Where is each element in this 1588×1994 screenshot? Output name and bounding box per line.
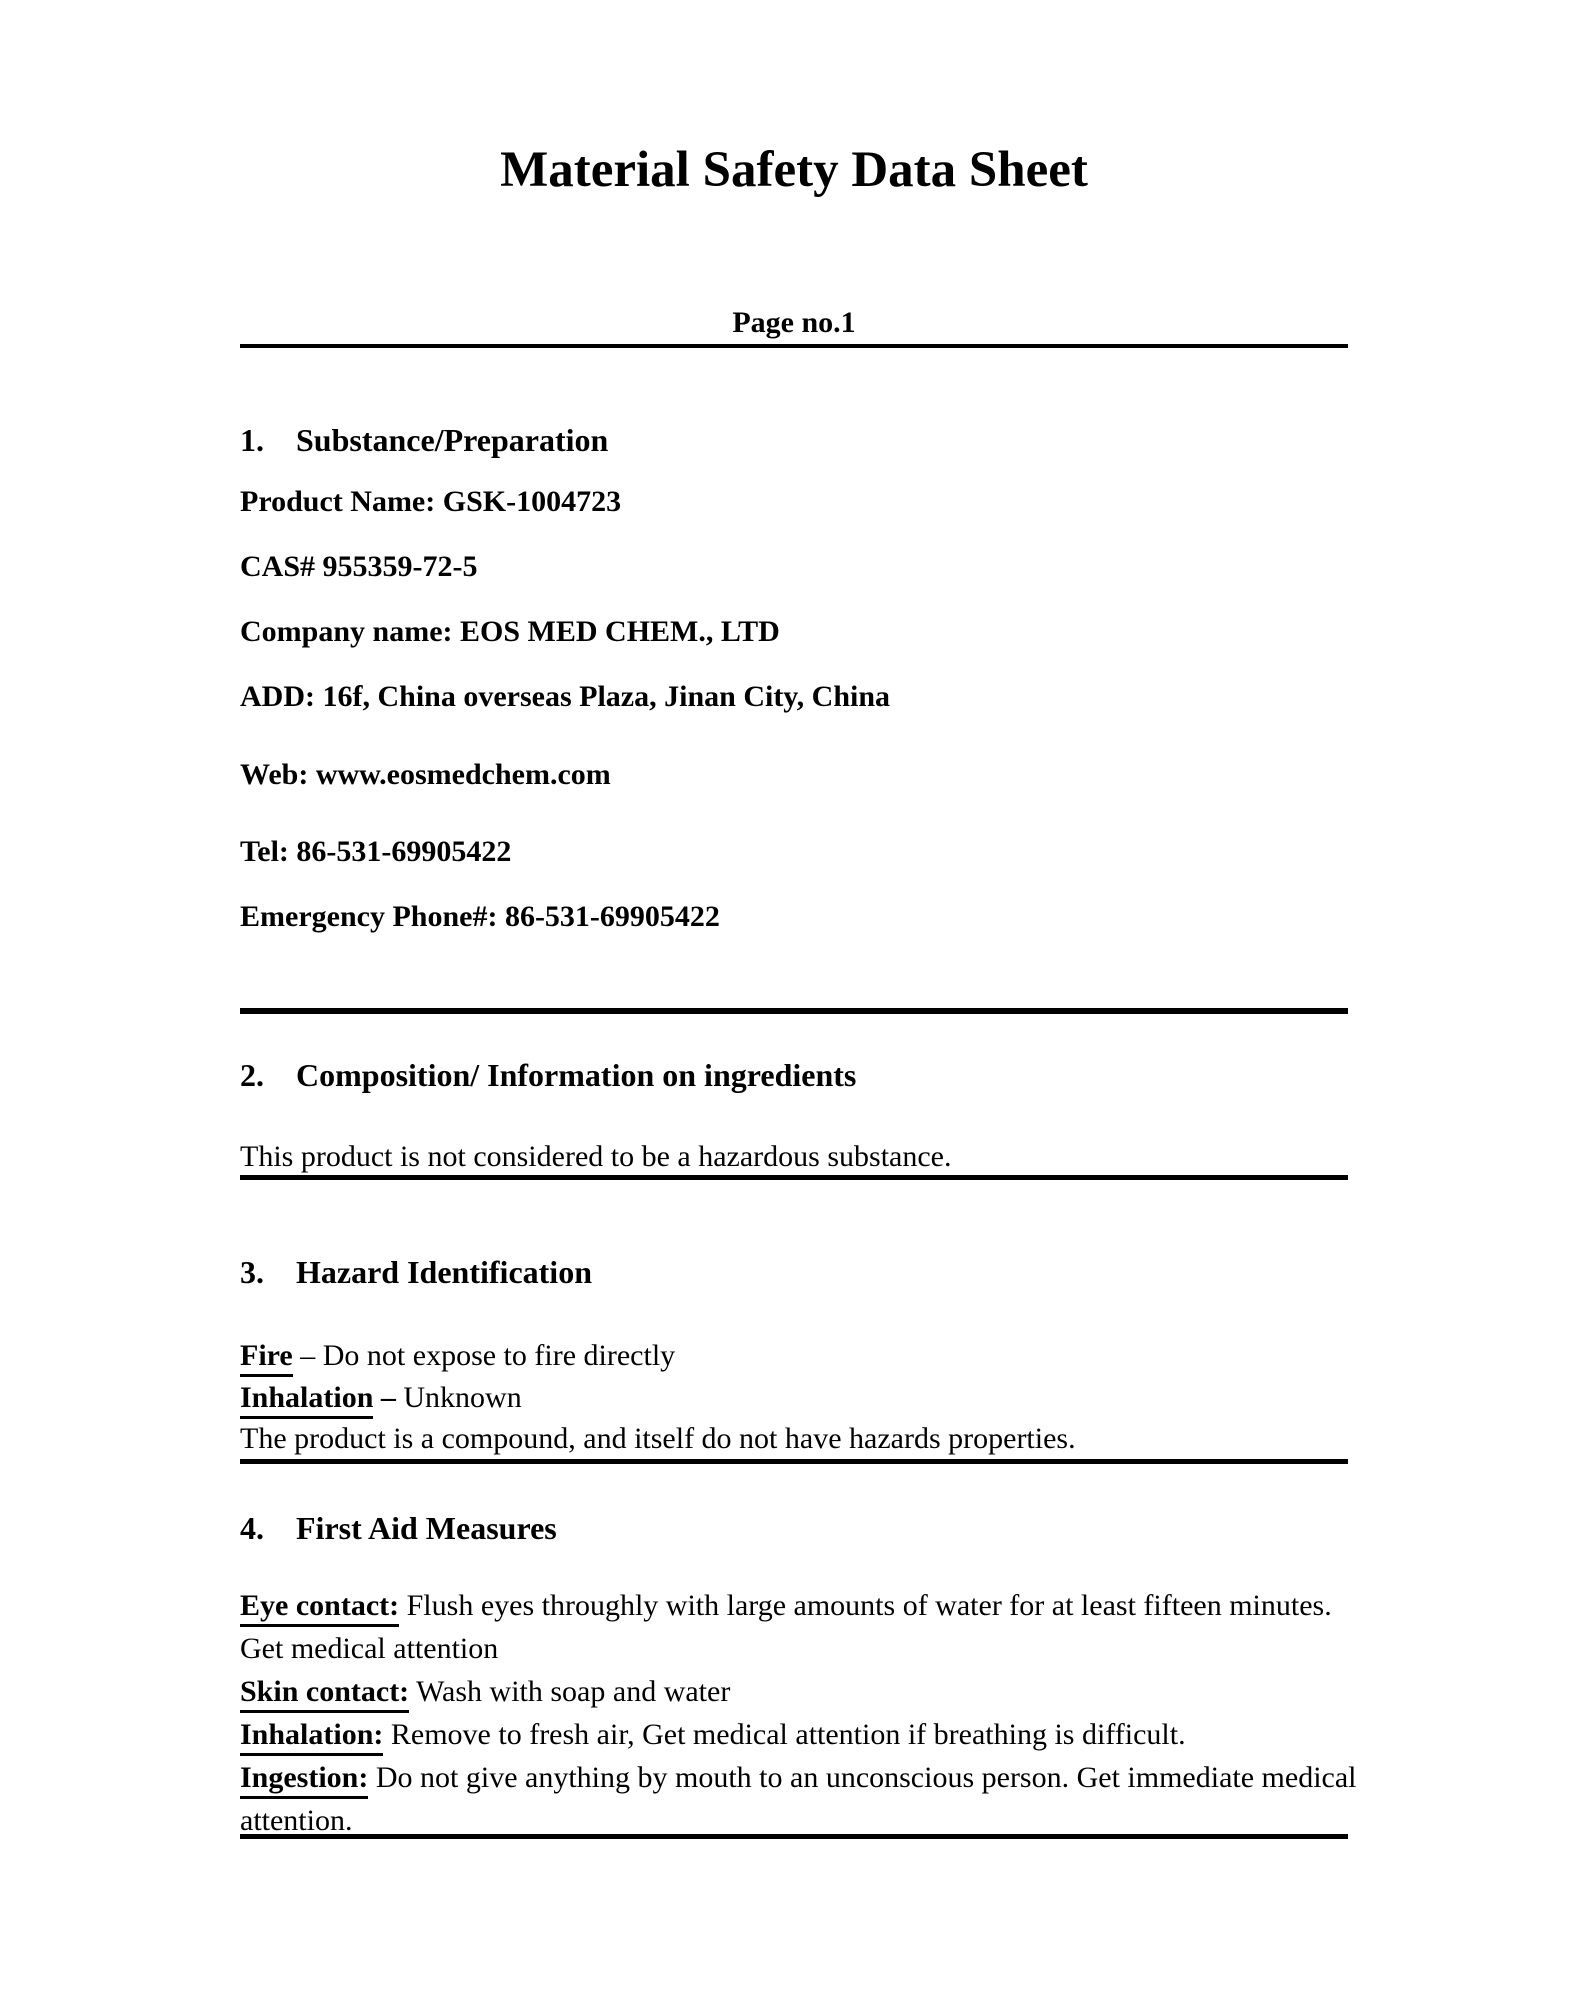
address-line: ADD: 16f, China overseas Plaza, Jinan City, China: [240, 680, 891, 713]
ingestion-line: [240, 1756, 1357, 1799]
section-1-heading: [240, 420, 1348, 460]
section-2-heading: [240, 1055, 1348, 1095]
section-4-divider: [240, 1834, 1348, 1839]
skin-contact-text: Wash with soap and water: [409, 1675, 731, 1708]
company-name-line: Company name: EOS MED CHEM., LTD: [240, 615, 780, 648]
section-4-number: 4.: [240, 1510, 264, 1546]
section-3-divider: [240, 1459, 1348, 1464]
inhalation-firstaid-line: [240, 1713, 1348, 1756]
section-2-divider: [240, 1175, 1348, 1180]
inhalation-hazard-text: Unknown: [403, 1381, 522, 1414]
skin-contact-label: Skin contact:: [240, 1674, 409, 1713]
ingestion-text: Do not give anything by mouth to an unconscious person. Get immediate medical: [368, 1761, 1357, 1794]
inhalation-firstaid-text: Remove to fresh air, Get medical attention if breathing is difficult.: [383, 1718, 1186, 1751]
ingestion-continuation-line: attention.: [240, 1804, 353, 1837]
telephone-line: Tel: 86-531-69905422: [240, 835, 512, 868]
website-line: Web: www.eosmedchem.com: [240, 758, 611, 791]
document-title: Material Safety Data Sheet: [500, 142, 1088, 198]
product-name-line: Product Name: GSK-1004723: [240, 485, 622, 518]
inhalation-firstaid-label: Inhalation:: [240, 1717, 383, 1756]
inhalation-dash: –: [373, 1381, 404, 1414]
section-1-title: Substance/Preparation: [296, 422, 609, 458]
section-1-divider: [240, 1008, 1348, 1014]
inhalation-hazard-label: Inhalation: [240, 1380, 373, 1419]
section-3-number: 3.: [240, 1254, 264, 1290]
header-divider: [240, 344, 1348, 348]
emergency-phone-line: Emergency Phone#: 86-531-69905422: [240, 900, 720, 933]
section-2-title: Composition/ Information on ingredients: [296, 1057, 857, 1093]
section-4-heading: [240, 1508, 1348, 1548]
section-2-number: 2.: [240, 1057, 264, 1093]
ingestion-label: Ingestion:: [240, 1760, 368, 1799]
section-1-number: 1.: [240, 422, 264, 458]
eye-contact-text: Flush eyes throughly with large amounts of water for at least fifteen minutes.: [399, 1589, 1332, 1622]
cas-number-line: CAS# 955359-72-5: [240, 550, 478, 583]
section-3-title: Hazard Identification: [296, 1254, 592, 1290]
fire-text: – Do not expose to fire directly: [292, 1339, 676, 1372]
skin-contact-line: [240, 1670, 1348, 1713]
page-content: [240, 0, 1357, 1839]
eye-contact-line: [240, 1584, 1348, 1627]
section-4-title: First Aid Measures: [296, 1510, 557, 1546]
fire-label: Fire: [240, 1338, 293, 1377]
eye-contact-label: Eye contact:: [240, 1588, 399, 1627]
inhalation-hazard-line: [240, 1377, 1348, 1419]
eye-contact-continuation-line: Get medical attention: [240, 1632, 499, 1665]
composition-statement: This product is not considered to be a hazardous substance.: [240, 1140, 952, 1173]
section-3-heading: [240, 1252, 1348, 1292]
fire-hazard-line: [240, 1335, 1348, 1377]
page-number-label: Page no.1: [732, 306, 856, 339]
hazard-note-line: The product is a compound, and itself do not have hazards properties.: [240, 1422, 1076, 1455]
